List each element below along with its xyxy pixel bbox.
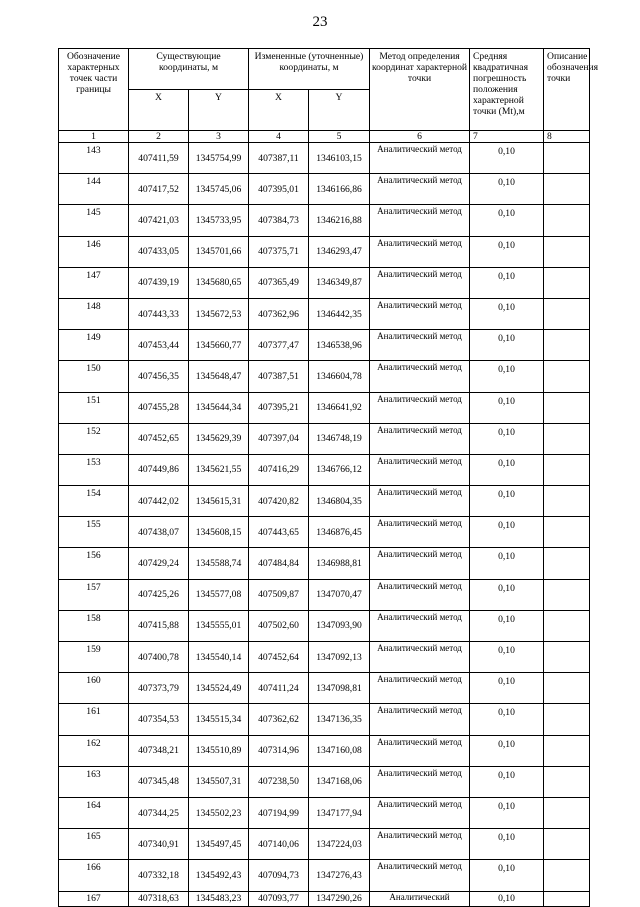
x-existing-cell: 407433,05 bbox=[129, 236, 189, 267]
point-cell: 152 bbox=[59, 423, 129, 454]
description-cell bbox=[544, 392, 590, 423]
x-existing-cell: 407453,44 bbox=[129, 330, 189, 361]
x-existing-cell: 407429,24 bbox=[129, 548, 189, 579]
x-changed-cell: 407194,99 bbox=[249, 797, 309, 828]
error-cell: 0,10 bbox=[470, 267, 544, 298]
method-cell: Аналитический метод bbox=[370, 143, 470, 174]
y-changed-cell: 1347224,03 bbox=[309, 829, 370, 860]
table-row bbox=[59, 454, 590, 485]
table-row bbox=[59, 361, 590, 392]
header-error: Средняя квадратичная погрешность положения характерной точки (Mt),м bbox=[470, 49, 544, 131]
y-changed-cell: 1347290,26 bbox=[309, 891, 370, 906]
description-cell bbox=[544, 797, 590, 828]
table-row bbox=[59, 517, 590, 548]
method-cell: Аналитический метод bbox=[370, 610, 470, 641]
error-cell: 0,10 bbox=[470, 454, 544, 485]
y-existing-cell: 1345701,66 bbox=[189, 236, 249, 267]
y-existing-cell: 1345577,08 bbox=[189, 579, 249, 610]
error-cell: 0,10 bbox=[470, 766, 544, 797]
x-existing-cell: 407348,21 bbox=[129, 735, 189, 766]
point-cell: 147 bbox=[59, 267, 129, 298]
y-changed-cell: 1346538,96 bbox=[309, 330, 370, 361]
y-existing-cell: 1345733,95 bbox=[189, 205, 249, 236]
description-cell bbox=[544, 642, 590, 673]
method-cell: Аналитический метод bbox=[370, 423, 470, 454]
y-existing-cell: 1345629,39 bbox=[189, 423, 249, 454]
method-cell: Аналитический метод bbox=[370, 548, 470, 579]
y-changed-cell: 1347276,43 bbox=[309, 860, 370, 891]
header-x-existing: X bbox=[129, 90, 189, 131]
description-cell bbox=[544, 891, 590, 906]
y-existing-cell: 1345497,45 bbox=[189, 829, 249, 860]
x-changed-cell: 407420,82 bbox=[249, 486, 309, 517]
x-existing-cell: 407452,65 bbox=[129, 423, 189, 454]
y-changed-cell: 1346804,35 bbox=[309, 486, 370, 517]
x-existing-cell: 407438,07 bbox=[129, 517, 189, 548]
y-changed-cell: 1347136,35 bbox=[309, 704, 370, 735]
x-changed-cell: 407395,01 bbox=[249, 174, 309, 205]
header-x-changed: X bbox=[249, 90, 309, 131]
x-existing-cell: 407400,78 bbox=[129, 642, 189, 673]
y-existing-cell: 1345680,65 bbox=[189, 267, 249, 298]
table-row bbox=[59, 205, 590, 236]
table-row bbox=[59, 860, 590, 891]
x-existing-cell: 407456,35 bbox=[129, 361, 189, 392]
column-number: 8 bbox=[544, 131, 590, 143]
y-changed-cell: 1347160,08 bbox=[309, 735, 370, 766]
method-cell: Аналитический метод bbox=[370, 766, 470, 797]
x-changed-cell: 407140,06 bbox=[249, 829, 309, 860]
y-changed-cell: 1346103,15 bbox=[309, 143, 370, 174]
y-existing-cell: 1345515,34 bbox=[189, 704, 249, 735]
method-cell: Аналитический метод bbox=[370, 673, 470, 704]
x-existing-cell: 407354,53 bbox=[129, 704, 189, 735]
header-existing: Существующие координаты, м bbox=[129, 49, 249, 90]
x-existing-cell: 407421,03 bbox=[129, 205, 189, 236]
table-row bbox=[59, 330, 590, 361]
error-cell: 0,10 bbox=[470, 548, 544, 579]
description-cell bbox=[544, 330, 590, 361]
table-row bbox=[59, 392, 590, 423]
y-changed-cell: 1347098,81 bbox=[309, 673, 370, 704]
point-cell: 145 bbox=[59, 205, 129, 236]
point-cell: 167 bbox=[59, 891, 129, 906]
y-existing-cell: 1345492,43 bbox=[189, 860, 249, 891]
description-cell bbox=[544, 486, 590, 517]
table-row bbox=[59, 797, 590, 828]
y-existing-cell: 1345615,31 bbox=[189, 486, 249, 517]
y-existing-cell: 1345510,89 bbox=[189, 735, 249, 766]
method-cell: Аналитический метод bbox=[370, 486, 470, 517]
column-number: 4 bbox=[249, 131, 309, 143]
header-point: Обозначение характерных точек части границы bbox=[59, 49, 129, 131]
method-cell: Аналитический метод bbox=[370, 829, 470, 860]
x-changed-cell: 407411,24 bbox=[249, 673, 309, 704]
point-cell: 164 bbox=[59, 797, 129, 828]
point-cell: 158 bbox=[59, 610, 129, 641]
method-cell: Аналитический метод bbox=[370, 735, 470, 766]
method-cell: Аналитический метод bbox=[370, 298, 470, 329]
table-row bbox=[59, 143, 590, 174]
table-row bbox=[59, 579, 590, 610]
method-cell: Аналитический метод bbox=[370, 579, 470, 610]
y-existing-cell: 1345608,15 bbox=[189, 517, 249, 548]
y-existing-cell: 1345555,01 bbox=[189, 610, 249, 641]
description-cell bbox=[544, 517, 590, 548]
table-row bbox=[59, 704, 590, 735]
table-row bbox=[59, 548, 590, 579]
description-cell bbox=[544, 236, 590, 267]
error-cell: 0,10 bbox=[470, 486, 544, 517]
table-row bbox=[59, 174, 590, 205]
error-cell: 0,10 bbox=[470, 174, 544, 205]
column-number: 6 bbox=[370, 131, 470, 143]
description-cell bbox=[544, 673, 590, 704]
column-number: 3 bbox=[189, 131, 249, 143]
error-cell: 0,10 bbox=[470, 205, 544, 236]
method-cell: Аналитический метод bbox=[370, 797, 470, 828]
point-cell: 159 bbox=[59, 642, 129, 673]
x-existing-cell: 407344,25 bbox=[129, 797, 189, 828]
error-cell: 0,10 bbox=[470, 298, 544, 329]
point-cell: 156 bbox=[59, 548, 129, 579]
method-cell: Аналитический метод bbox=[370, 517, 470, 548]
y-existing-cell: 1345754,99 bbox=[189, 143, 249, 174]
x-changed-cell: 407509,87 bbox=[249, 579, 309, 610]
point-cell: 166 bbox=[59, 860, 129, 891]
x-existing-cell: 407332,18 bbox=[129, 860, 189, 891]
column-number: 2 bbox=[129, 131, 189, 143]
x-changed-cell: 407452,64 bbox=[249, 642, 309, 673]
x-changed-cell: 407387,51 bbox=[249, 361, 309, 392]
y-existing-cell: 1345648,47 bbox=[189, 361, 249, 392]
point-cell: 163 bbox=[59, 766, 129, 797]
y-changed-cell: 1346349,87 bbox=[309, 267, 370, 298]
error-cell: 0,10 bbox=[470, 610, 544, 641]
table-row bbox=[59, 642, 590, 673]
description-cell bbox=[544, 829, 590, 860]
point-cell: 150 bbox=[59, 361, 129, 392]
method-cell: Аналитический метод bbox=[370, 174, 470, 205]
x-changed-cell: 407094,73 bbox=[249, 860, 309, 891]
x-changed-cell: 407416,29 bbox=[249, 454, 309, 485]
point-cell: 161 bbox=[59, 704, 129, 735]
y-changed-cell: 1346766,12 bbox=[309, 454, 370, 485]
method-cell: Аналитический метод bbox=[370, 860, 470, 891]
coordinates-table bbox=[58, 48, 599, 907]
table-row bbox=[59, 267, 590, 298]
table-row bbox=[59, 486, 590, 517]
error-cell: 0,10 bbox=[470, 423, 544, 454]
y-changed-cell: 1346988,81 bbox=[309, 548, 370, 579]
x-existing-cell: 407345,48 bbox=[129, 766, 189, 797]
description-cell bbox=[544, 174, 590, 205]
y-changed-cell: 1347093,90 bbox=[309, 610, 370, 641]
x-existing-cell: 407449,86 bbox=[129, 454, 189, 485]
y-changed-cell: 1346876,45 bbox=[309, 517, 370, 548]
header-method: Метод определения координат характерной точки bbox=[370, 49, 470, 131]
point-cell: 160 bbox=[59, 673, 129, 704]
point-cell: 151 bbox=[59, 392, 129, 423]
method-cell: Аналитический метод bbox=[370, 642, 470, 673]
x-changed-cell: 407377,47 bbox=[249, 330, 309, 361]
x-changed-cell: 407362,62 bbox=[249, 704, 309, 735]
error-cell: 0,10 bbox=[470, 143, 544, 174]
error-cell: 0,10 bbox=[470, 236, 544, 267]
x-changed-cell: 407362,96 bbox=[249, 298, 309, 329]
error-cell: 0,10 bbox=[470, 579, 544, 610]
x-changed-cell: 407502,60 bbox=[249, 610, 309, 641]
error-cell: 0,10 bbox=[470, 735, 544, 766]
point-cell: 162 bbox=[59, 735, 129, 766]
description-cell bbox=[544, 766, 590, 797]
method-cell: Аналитический метод bbox=[370, 205, 470, 236]
point-cell: 148 bbox=[59, 298, 129, 329]
point-cell: 144 bbox=[59, 174, 129, 205]
description-cell bbox=[544, 205, 590, 236]
description-cell bbox=[544, 298, 590, 329]
y-existing-cell: 1345660,77 bbox=[189, 330, 249, 361]
y-existing-cell: 1345588,74 bbox=[189, 548, 249, 579]
method-cell: Аналитический метод bbox=[370, 236, 470, 267]
page-number: 23 bbox=[312, 14, 328, 30]
point-cell: 146 bbox=[59, 236, 129, 267]
y-changed-cell: 1346166,86 bbox=[309, 174, 370, 205]
point-cell: 153 bbox=[59, 454, 129, 485]
x-changed-cell: 407365,49 bbox=[249, 267, 309, 298]
y-changed-cell: 1346604,78 bbox=[309, 361, 370, 392]
description-cell bbox=[544, 361, 590, 392]
x-existing-cell: 407415,88 bbox=[129, 610, 189, 641]
y-changed-cell: 1347177,94 bbox=[309, 797, 370, 828]
error-cell: 0,10 bbox=[470, 891, 544, 906]
x-existing-cell: 407417,52 bbox=[129, 174, 189, 205]
description-cell bbox=[544, 860, 590, 891]
description-cell bbox=[544, 579, 590, 610]
description-cell bbox=[544, 735, 590, 766]
point-cell: 149 bbox=[59, 330, 129, 361]
y-changed-cell: 1346641,92 bbox=[309, 392, 370, 423]
x-changed-cell: 407375,71 bbox=[249, 236, 309, 267]
y-existing-cell: 1345483,23 bbox=[189, 891, 249, 906]
x-existing-cell: 407455,28 bbox=[129, 392, 189, 423]
table-row bbox=[59, 673, 590, 704]
header-description: Описание обозначения точки bbox=[544, 49, 590, 131]
x-changed-cell: 407384,73 bbox=[249, 205, 309, 236]
x-existing-cell: 407411,59 bbox=[129, 143, 189, 174]
table-row bbox=[59, 766, 590, 797]
description-cell bbox=[544, 548, 590, 579]
method-cell: Аналитический метод bbox=[370, 267, 470, 298]
error-cell: 0,10 bbox=[470, 361, 544, 392]
y-changed-cell: 1346293,47 bbox=[309, 236, 370, 267]
method-cell: Аналитический bbox=[370, 891, 470, 906]
x-changed-cell: 407314,96 bbox=[249, 735, 309, 766]
column-number: 5 bbox=[309, 131, 370, 143]
x-existing-cell: 407425,26 bbox=[129, 579, 189, 610]
point-cell: 157 bbox=[59, 579, 129, 610]
column-number: 1 bbox=[59, 131, 129, 143]
y-changed-cell: 1346442,35 bbox=[309, 298, 370, 329]
x-existing-cell: 407318,63 bbox=[129, 891, 189, 906]
x-existing-cell: 407443,33 bbox=[129, 298, 189, 329]
column-number-row bbox=[59, 131, 590, 143]
error-cell: 0,10 bbox=[470, 829, 544, 860]
y-changed-cell: 1346748,19 bbox=[309, 423, 370, 454]
header-y-changed: Y bbox=[309, 90, 370, 131]
point-cell: 155 bbox=[59, 517, 129, 548]
column-number: 7 bbox=[470, 131, 544, 143]
error-cell: 0,10 bbox=[470, 860, 544, 891]
x-changed-cell: 407397,04 bbox=[249, 423, 309, 454]
point-cell: 154 bbox=[59, 486, 129, 517]
y-changed-cell: 1346216,88 bbox=[309, 205, 370, 236]
method-cell: Аналитический метод bbox=[370, 330, 470, 361]
y-existing-cell: 1345672,53 bbox=[189, 298, 249, 329]
method-cell: Аналитический метод bbox=[370, 361, 470, 392]
description-cell bbox=[544, 423, 590, 454]
y-existing-cell: 1345644,34 bbox=[189, 392, 249, 423]
error-cell: 0,10 bbox=[470, 797, 544, 828]
x-existing-cell: 407340,91 bbox=[129, 829, 189, 860]
description-cell bbox=[544, 143, 590, 174]
y-changed-cell: 1347092,13 bbox=[309, 642, 370, 673]
y-existing-cell: 1345507,31 bbox=[189, 766, 249, 797]
x-existing-cell: 407439,19 bbox=[129, 267, 189, 298]
table-row bbox=[59, 423, 590, 454]
x-changed-cell: 407443,65 bbox=[249, 517, 309, 548]
point-cell: 143 bbox=[59, 143, 129, 174]
y-existing-cell: 1345502,23 bbox=[189, 797, 249, 828]
y-changed-cell: 1347070,47 bbox=[309, 579, 370, 610]
error-cell: 0,10 bbox=[470, 673, 544, 704]
y-existing-cell: 1345540,14 bbox=[189, 642, 249, 673]
table-row bbox=[59, 610, 590, 641]
x-changed-cell: 407238,50 bbox=[249, 766, 309, 797]
table-row bbox=[59, 298, 590, 329]
error-cell: 0,10 bbox=[470, 330, 544, 361]
y-existing-cell: 1345745,06 bbox=[189, 174, 249, 205]
error-cell: 0,10 bbox=[470, 392, 544, 423]
method-cell: Аналитический метод bbox=[370, 454, 470, 485]
method-cell: Аналитический метод bbox=[370, 392, 470, 423]
x-existing-cell: 407373,79 bbox=[129, 673, 189, 704]
table-row bbox=[59, 236, 590, 267]
description-cell bbox=[544, 267, 590, 298]
x-changed-cell: 407387,11 bbox=[249, 143, 309, 174]
table-row bbox=[59, 735, 590, 766]
table-row bbox=[59, 829, 590, 860]
x-changed-cell: 407093,77 bbox=[249, 891, 309, 906]
description-cell bbox=[544, 610, 590, 641]
table-row bbox=[59, 891, 590, 906]
y-existing-cell: 1345524,49 bbox=[189, 673, 249, 704]
description-cell bbox=[544, 704, 590, 735]
y-existing-cell: 1345621,55 bbox=[189, 454, 249, 485]
y-changed-cell: 1347168,06 bbox=[309, 766, 370, 797]
header-y-existing: Y bbox=[189, 90, 249, 131]
x-changed-cell: 407484,84 bbox=[249, 548, 309, 579]
error-cell: 0,10 bbox=[470, 642, 544, 673]
header-changed: Измененные (уточненные) координаты, м bbox=[249, 49, 370, 90]
x-changed-cell: 407395,21 bbox=[249, 392, 309, 423]
description-cell bbox=[544, 454, 590, 485]
table-body bbox=[59, 143, 590, 907]
x-existing-cell: 407442,02 bbox=[129, 486, 189, 517]
point-cell: 165 bbox=[59, 829, 129, 860]
error-cell: 0,10 bbox=[470, 517, 544, 548]
error-cell: 0,10 bbox=[470, 704, 544, 735]
method-cell: Аналитический метод bbox=[370, 704, 470, 735]
